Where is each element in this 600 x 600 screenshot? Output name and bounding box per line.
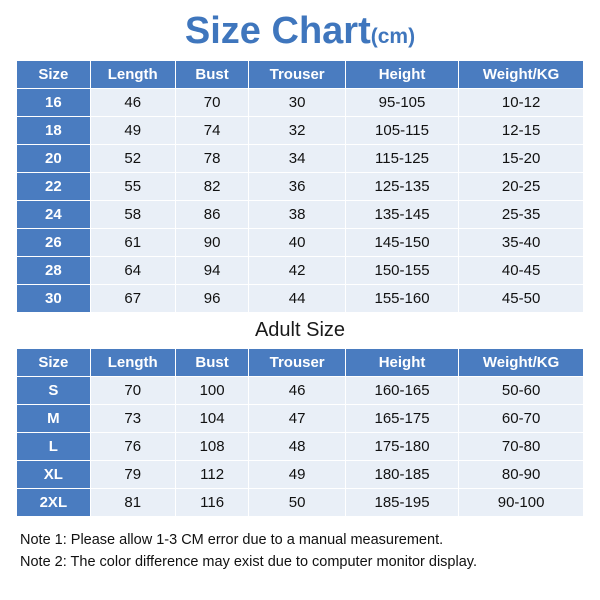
cell-weight: 20-25 <box>459 173 584 201</box>
row-size-label: XL <box>17 461 91 489</box>
cell-bust: 108 <box>175 433 249 461</box>
cell-trouser: 30 <box>249 89 345 117</box>
column-header-weight: Weight/KG <box>459 61 584 89</box>
page-title <box>16 12 584 50</box>
cell-trouser: 50 <box>249 489 345 517</box>
page-title-main: Size Chart <box>184 10 371 52</box>
kids-size-table <box>16 60 584 313</box>
cell-bust: 74 <box>175 117 249 145</box>
table-row <box>17 89 584 117</box>
cell-length: 46 <box>90 89 175 117</box>
cell-length: 70 <box>90 377 175 405</box>
cell-trouser: 44 <box>249 285 345 313</box>
cell-length: 58 <box>90 201 175 229</box>
row-size-label: 24 <box>17 201 91 229</box>
note-1: Note 1: Please allow 1-3 CM error due to a manual measurement. <box>20 532 444 548</box>
cell-weight: 25-35 <box>459 201 584 229</box>
row-size-label: 30 <box>17 285 91 313</box>
row-size-label: S <box>17 377 91 405</box>
cell-height: 165-175 <box>345 405 458 433</box>
row-size-label: 2XL <box>17 489 91 517</box>
cell-bust: 86 <box>175 201 249 229</box>
row-size-label: 16 <box>17 89 91 117</box>
cell-length: 49 <box>90 117 175 145</box>
cell-weight: 15-20 <box>459 145 584 173</box>
cell-length: 79 <box>90 461 175 489</box>
cell-weight: 10-12 <box>459 89 584 117</box>
cell-length: 64 <box>90 257 175 285</box>
cell-weight: 45-50 <box>459 285 584 313</box>
column-header-height: Height <box>345 349 458 377</box>
cell-height: 185-195 <box>345 489 458 517</box>
row-size-label: 28 <box>17 257 91 285</box>
cell-length: 81 <box>90 489 175 517</box>
adult-size-table <box>16 348 584 517</box>
cell-bust: 96 <box>175 285 249 313</box>
row-size-label: 18 <box>17 117 91 145</box>
cell-height: 125-135 <box>345 173 458 201</box>
table-row <box>17 433 584 461</box>
table-header-row <box>17 349 584 377</box>
column-header-size: Size <box>17 61 91 89</box>
column-header-length: Length <box>90 349 175 377</box>
table-row <box>17 201 584 229</box>
page-title-unit: (cm) <box>370 25 416 48</box>
cell-trouser: 38 <box>249 201 345 229</box>
cell-trouser: 47 <box>249 405 345 433</box>
cell-length: 76 <box>90 433 175 461</box>
cell-bust: 94 <box>175 257 249 285</box>
cell-trouser: 40 <box>249 229 345 257</box>
cell-height: 135-145 <box>345 201 458 229</box>
column-header-trouser: Trouser <box>249 349 345 377</box>
table-row <box>17 285 584 313</box>
cell-height: 150-155 <box>345 257 458 285</box>
row-size-label: 22 <box>17 173 91 201</box>
column-header-length: Length <box>90 61 175 89</box>
cell-trouser: 36 <box>249 173 345 201</box>
column-header-weight: Weight/KG <box>459 349 584 377</box>
column-header-bust: Bust <box>175 349 249 377</box>
cell-bust: 82 <box>175 173 249 201</box>
table-row <box>17 117 584 145</box>
cell-bust: 100 <box>175 377 249 405</box>
cell-length: 55 <box>90 173 175 201</box>
column-header-size: Size <box>17 349 91 377</box>
column-header-trouser: Trouser <box>249 61 345 89</box>
cell-height: 105-115 <box>345 117 458 145</box>
cell-height: 175-180 <box>345 433 458 461</box>
cell-bust: 70 <box>175 89 249 117</box>
cell-height: 180-185 <box>345 461 458 489</box>
row-size-label: 26 <box>17 229 91 257</box>
cell-weight: 60-70 <box>459 405 584 433</box>
cell-weight: 80-90 <box>459 461 584 489</box>
row-size-label: 20 <box>17 145 91 173</box>
cell-trouser: 48 <box>249 433 345 461</box>
table-row <box>17 489 584 517</box>
cell-trouser: 34 <box>249 145 345 173</box>
table-row <box>17 229 584 257</box>
cell-weight: 70-80 <box>459 433 584 461</box>
note-2: Note 2: The color difference may exist due to computer monitor display. <box>20 554 477 571</box>
cell-trouser: 49 <box>249 461 345 489</box>
cell-height: 155-160 <box>345 285 458 313</box>
cell-height: 160-165 <box>345 377 458 405</box>
cell-length: 52 <box>90 145 175 173</box>
cell-bust: 112 <box>175 461 249 489</box>
cell-weight: 50-60 <box>459 377 584 405</box>
cell-trouser: 46 <box>249 377 345 405</box>
table-header-row <box>17 61 584 89</box>
cell-trouser: 42 <box>249 257 345 285</box>
row-size-label: L <box>17 433 91 461</box>
table-row <box>17 173 584 201</box>
cell-height: 95-105 <box>345 89 458 117</box>
cell-height: 115-125 <box>345 145 458 173</box>
cell-bust: 78 <box>175 145 249 173</box>
cell-weight: 90-100 <box>459 489 584 517</box>
notes-section <box>16 529 584 574</box>
cell-height: 145-150 <box>345 229 458 257</box>
table-row <box>17 377 584 405</box>
cell-length: 73 <box>90 405 175 433</box>
cell-bust: 116 <box>175 489 249 517</box>
table-row <box>17 145 584 173</box>
column-header-height: Height <box>345 61 458 89</box>
cell-length: 67 <box>90 285 175 313</box>
table-row <box>17 257 584 285</box>
table-row <box>17 405 584 433</box>
cell-bust: 104 <box>175 405 249 433</box>
column-header-bust: Bust <box>175 61 249 89</box>
cell-weight: 12-15 <box>459 117 584 145</box>
row-size-label: M <box>17 405 91 433</box>
cell-weight: 35-40 <box>459 229 584 257</box>
cell-trouser: 32 <box>249 117 345 145</box>
cell-length: 61 <box>90 229 175 257</box>
adult-size-heading: Adult Size <box>254 319 346 341</box>
table-row <box>17 461 584 489</box>
cell-bust: 90 <box>175 229 249 257</box>
cell-weight: 40-45 <box>459 257 584 285</box>
